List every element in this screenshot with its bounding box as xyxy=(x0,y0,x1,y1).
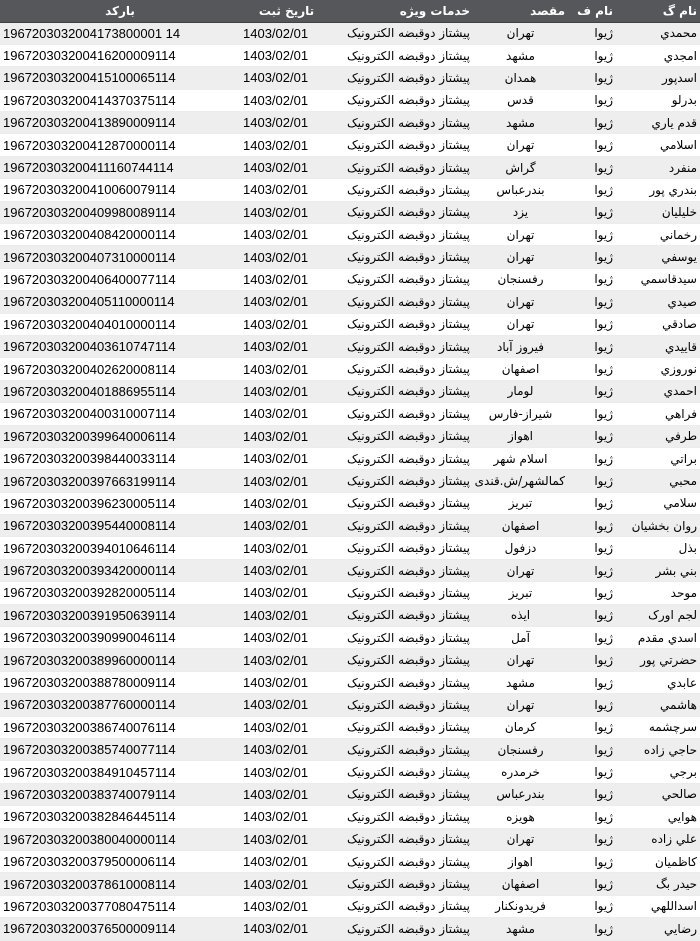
barcode-cell[interactable]: 196720303200383740079114 xyxy=(0,783,240,805)
date-cell[interactable]: 1403/02/01 xyxy=(240,470,333,492)
barcode-cell[interactable]: 196720303200407310000114 xyxy=(0,246,240,268)
barcode-cell[interactable]: 196720303200382846445114 xyxy=(0,806,240,828)
service-cell[interactable]: پيشتاز دوقبضه الکترونيک xyxy=(333,895,473,917)
first-name-cell[interactable]: ژيوا xyxy=(568,335,616,357)
last-name-cell[interactable]: روان بخشيان xyxy=(616,515,700,537)
table-row xyxy=(0,828,700,850)
table-row xyxy=(0,268,700,290)
service-cell[interactable]: پيشتاز دوقبضه الکترونيک xyxy=(333,134,473,156)
service-cell[interactable]: پيشتاز دوقبضه الکترونيک xyxy=(333,358,473,380)
destination-cell[interactable]: تهران xyxy=(473,134,568,156)
service-cell[interactable]: پيشتاز دوقبضه الکترونيک xyxy=(333,246,473,268)
last-name-cell[interactable]: حضرتي پور xyxy=(616,649,700,671)
destination-cell[interactable]: کرمان xyxy=(473,716,568,738)
destination-cell[interactable]: بندرعباس xyxy=(473,179,568,201)
date-cell[interactable]: 1403/02/01 xyxy=(240,806,333,828)
date-cell[interactable]: 1403/02/01 xyxy=(240,335,333,357)
table-row xyxy=(0,201,700,223)
last-name-cell[interactable]: احمدي xyxy=(616,380,700,402)
service-cell[interactable]: پيشتاز دوقبضه الکترونيک xyxy=(333,201,473,223)
date-cell[interactable]: 1403/02/01 xyxy=(240,67,333,89)
service-cell[interactable]: پيشتاز دوقبضه الکترونيک xyxy=(333,649,473,671)
date-cell[interactable]: 1403/02/01 xyxy=(240,380,333,402)
date-cell[interactable]: 1403/02/01 xyxy=(240,246,333,268)
destination-cell[interactable]: اسلام شهر xyxy=(473,447,568,469)
last-name-cell[interactable]: سيدقاسمي xyxy=(616,268,700,290)
date-cell[interactable]: 1403/02/01 xyxy=(240,268,333,290)
destination-cell[interactable]: کمالشهر/ش.قندی xyxy=(473,470,568,492)
service-cell[interactable]: پيشتاز دوقبضه الکترونيک xyxy=(333,828,473,850)
table-row xyxy=(0,291,700,313)
destination-cell[interactable]: بندرعباس xyxy=(473,783,568,805)
barcode-cell[interactable]: 196720303200384910457114 xyxy=(0,761,240,783)
last-name-cell[interactable]: موحد xyxy=(616,582,700,604)
last-name-cell[interactable]: علي زاده xyxy=(616,828,700,850)
destination-cell[interactable]: اصفهان xyxy=(473,515,568,537)
destination-cell[interactable]: هويزه xyxy=(473,806,568,828)
destination-cell[interactable]: تهران xyxy=(473,22,568,44)
last-name-cell[interactable]: برجي xyxy=(616,761,700,783)
barcode-cell[interactable]: 196720303200386740076114 xyxy=(0,716,240,738)
last-name-cell[interactable]: صالحي xyxy=(616,783,700,805)
first-name-cell[interactable]: ژيوا xyxy=(568,179,616,201)
destination-cell[interactable]: تهران xyxy=(473,649,568,671)
table-row xyxy=(0,425,700,447)
service-cell[interactable]: پيشتاز دوقبضه الکترونيک xyxy=(333,850,473,872)
destination-cell[interactable]: اهواز xyxy=(473,425,568,447)
service-cell[interactable]: پيشتاز دوقبضه الکترونيک xyxy=(333,67,473,89)
first-name-cell[interactable]: ژيوا xyxy=(568,246,616,268)
date-cell[interactable]: 1403/02/01 xyxy=(240,739,333,761)
date-cell[interactable]: 1403/02/01 xyxy=(240,627,333,649)
table-row xyxy=(0,671,700,693)
date-cell[interactable]: 1403/02/01 xyxy=(240,649,333,671)
header-row xyxy=(0,0,700,22)
first-name-cell[interactable]: ژيوا xyxy=(568,671,616,693)
first-name-cell[interactable]: ژيوا xyxy=(568,918,616,940)
last-name-cell[interactable]: محمدي xyxy=(616,22,700,44)
destination-cell[interactable]: اصفهان xyxy=(473,873,568,895)
barcode-cell[interactable]: 196720303200390990046114 xyxy=(0,627,240,649)
first-name-cell[interactable]: ژيوا xyxy=(568,313,616,335)
destination-cell[interactable]: مشهد xyxy=(473,918,568,940)
first-name-cell[interactable]: ژيوا xyxy=(568,515,616,537)
table-row xyxy=(0,134,700,156)
barcode-cell[interactable]: 196720303200409980089114 xyxy=(0,201,240,223)
date-cell[interactable]: 1403/02/01 xyxy=(240,671,333,693)
last-name-cell[interactable]: هوايي xyxy=(616,806,700,828)
last-name-cell[interactable]: بني بشر xyxy=(616,559,700,581)
first-name-cell[interactable]: ژيوا xyxy=(568,492,616,514)
last-name-cell[interactable]: يوسفي xyxy=(616,246,700,268)
destination-cell[interactable]: تهران xyxy=(473,828,568,850)
table-row xyxy=(0,44,700,66)
date-cell[interactable]: 1403/02/01 xyxy=(240,291,333,313)
first-name-cell[interactable]: ژيوا xyxy=(568,268,616,290)
header-service[interactable]: خدمات ويژه xyxy=(333,0,473,22)
date-cell[interactable]: 1403/02/01 xyxy=(240,447,333,469)
destination-cell[interactable]: خرمدره xyxy=(473,761,568,783)
table-row xyxy=(0,537,700,559)
last-name-cell[interactable]: بدرلو xyxy=(616,89,700,111)
destination-cell[interactable]: دزفول xyxy=(473,537,568,559)
date-cell[interactable]: 1403/02/01 xyxy=(240,873,333,895)
first-name-cell[interactable]: ژيوا xyxy=(568,470,616,492)
first-name-cell[interactable]: ژيوا xyxy=(568,134,616,156)
service-cell[interactable]: پيشتاز دوقبضه الکترونيک xyxy=(333,89,473,111)
date-cell[interactable]: 1403/02/01 xyxy=(240,850,333,872)
table-row xyxy=(0,335,700,357)
service-cell[interactable]: پيشتاز دوقبضه الکترونيک xyxy=(333,873,473,895)
date-cell[interactable]: 1403/02/01 xyxy=(240,828,333,850)
barcode-cell[interactable]: 196720303200396230005114 xyxy=(0,492,240,514)
destination-cell[interactable]: مشهد xyxy=(473,112,568,134)
date-cell[interactable]: 1403/02/01 xyxy=(240,425,333,447)
barcode-cell[interactable]: 196720303200413890009114 xyxy=(0,112,240,134)
first-name-cell[interactable]: ژيوا xyxy=(568,649,616,671)
date-cell[interactable]: 1403/02/01 xyxy=(240,156,333,178)
last-name-cell[interactable]: صادقي xyxy=(616,313,700,335)
barcode-cell[interactable]: 196720303200394010646114 xyxy=(0,537,240,559)
barcode-cell[interactable]: 196720303200395440008114 xyxy=(0,515,240,537)
service-cell[interactable]: پيشتاز دوقبضه الکترونيک xyxy=(333,179,473,201)
service-cell[interactable]: پيشتاز دوقبضه الکترونيک xyxy=(333,694,473,716)
service-cell[interactable]: پيشتاز دوقبضه الکترونيک xyxy=(333,761,473,783)
first-name-cell[interactable]: ژيوا xyxy=(568,716,616,738)
service-cell[interactable]: پيشتاز دوقبضه الکترونيک xyxy=(333,313,473,335)
destination-cell[interactable]: تهران xyxy=(473,246,568,268)
last-name-cell[interactable]: عابدي xyxy=(616,671,700,693)
service-cell[interactable]: پيشتاز دوقبضه الکترونيک xyxy=(333,739,473,761)
first-name-cell[interactable]: ژيوا xyxy=(568,806,616,828)
table-row xyxy=(0,716,700,738)
last-name-cell[interactable]: هاشمي xyxy=(616,694,700,716)
service-cell[interactable]: پيشتاز دوقبضه الکترونيک xyxy=(333,335,473,357)
destination-cell[interactable]: فريدونکنار xyxy=(473,895,568,917)
service-cell[interactable]: پيشتاز دوقبضه الکترونيک xyxy=(333,403,473,425)
date-cell[interactable]: 1403/02/01 xyxy=(240,44,333,66)
first-name-cell[interactable]: ژيوا xyxy=(568,447,616,469)
destination-cell[interactable]: تهران xyxy=(473,313,568,335)
barcode-cell[interactable]: 196720303200376500009114 xyxy=(0,918,240,940)
barcode-cell[interactable]: 196720303200387760000114 xyxy=(0,694,240,716)
date-cell[interactable]: 1403/02/01 xyxy=(240,582,333,604)
barcode-cell[interactable]: 196720303200411160744114 xyxy=(0,156,240,178)
table-row xyxy=(0,380,700,402)
first-name-cell[interactable]: ژيوا xyxy=(568,895,616,917)
first-name-cell[interactable]: ژيوا xyxy=(568,22,616,44)
date-cell[interactable]: 1403/02/01 xyxy=(240,492,333,514)
header-destination[interactable]: مقصد xyxy=(473,0,568,22)
first-name-cell[interactable]: ژيوا xyxy=(568,425,616,447)
table-row xyxy=(0,850,700,872)
first-name-cell[interactable]: ژيوا xyxy=(568,582,616,604)
header-barcode[interactable]: بارکد xyxy=(0,0,240,22)
destination-cell[interactable]: رفسنجان xyxy=(473,268,568,290)
date-cell[interactable]: 1403/02/01 xyxy=(240,134,333,156)
table-row xyxy=(0,470,700,492)
first-name-cell[interactable]: ژيوا xyxy=(568,783,616,805)
last-name-cell[interactable]: براتي xyxy=(616,447,700,469)
table-row xyxy=(0,582,700,604)
barcode-cell[interactable]: 196720303200388780009114 xyxy=(0,671,240,693)
table-row xyxy=(0,89,700,111)
last-name-cell[interactable]: اسدپور xyxy=(616,67,700,89)
destination-cell[interactable]: يزد xyxy=(473,201,568,223)
table-row xyxy=(0,156,700,178)
barcode-cell[interactable]: 196720303200398440033114 xyxy=(0,447,240,469)
service-cell[interactable]: پيشتاز دوقبضه الکترونيک xyxy=(333,492,473,514)
barcode-cell[interactable]: 196720303200378610008114 xyxy=(0,873,240,895)
date-cell[interactable]: 1403/02/01 xyxy=(240,112,333,134)
date-cell[interactable]: 1403/02/01 xyxy=(240,403,333,425)
destination-cell[interactable]: قدس xyxy=(473,89,568,111)
first-name-cell[interactable]: ژيوا xyxy=(568,828,616,850)
table-row xyxy=(0,112,700,134)
first-name-cell[interactable]: ژيوا xyxy=(568,112,616,134)
first-name-cell[interactable]: ژيوا xyxy=(568,44,616,66)
destination-cell[interactable]: تهران xyxy=(473,694,568,716)
first-name-cell[interactable]: ژيوا xyxy=(568,224,616,246)
destination-cell[interactable]: شيراز-فارس xyxy=(473,403,568,425)
service-cell[interactable]: پيشتاز دوقبضه الکترونيک xyxy=(333,291,473,313)
barcode-cell[interactable]: 196720303200389960000114 xyxy=(0,649,240,671)
first-name-cell[interactable]: ژيوا xyxy=(568,559,616,581)
service-cell[interactable]: پيشتاز دوقبضه الکترونيک xyxy=(333,425,473,447)
last-name-cell[interactable]: حيدر بگ xyxy=(616,873,700,895)
last-name-cell[interactable]: بذل xyxy=(616,537,700,559)
service-cell[interactable]: پيشتاز دوقبضه الکترونيک xyxy=(333,671,473,693)
destination-cell[interactable]: مشهد xyxy=(473,44,568,66)
service-cell[interactable]: پيشتاز دوقبضه الکترونيک xyxy=(333,224,473,246)
destination-cell[interactable]: مشهد xyxy=(473,671,568,693)
service-cell[interactable]: پيشتاز دوقبضه الکترونيک xyxy=(333,515,473,537)
service-cell[interactable]: پيشتاز دوقبضه الکترونيک xyxy=(333,559,473,581)
date-cell[interactable]: 1403/02/01 xyxy=(240,201,333,223)
date-cell[interactable]: 1403/02/01 xyxy=(240,783,333,805)
barcode-cell[interactable]: 196720303200399640006114 xyxy=(0,425,240,447)
service-cell[interactable]: پيشتاز دوقبضه الکترونيک xyxy=(333,582,473,604)
last-name-cell[interactable]: اسلامي xyxy=(616,134,700,156)
barcode-cell[interactable]: 1967203032004173800001 14 xyxy=(0,22,240,44)
last-name-cell[interactable]: قدم ياري xyxy=(616,112,700,134)
service-cell[interactable]: پيشتاز دوقبضه الکترونيک xyxy=(333,380,473,402)
table-row xyxy=(0,739,700,761)
last-name-cell[interactable]: خليليان xyxy=(616,201,700,223)
barcode-cell[interactable]: 196720303200406400077114 xyxy=(0,268,240,290)
first-name-cell[interactable]: ژيوا xyxy=(568,403,616,425)
date-cell[interactable]: 1403/02/01 xyxy=(240,895,333,917)
service-cell[interactable]: پيشتاز دوقبضه الکترونيک xyxy=(333,44,473,66)
barcode-cell[interactable]: 196720303200404010000114 xyxy=(0,313,240,335)
barcode-cell[interactable]: 196720303200412870000114 xyxy=(0,134,240,156)
barcode-cell[interactable]: 196720303200416200009114 xyxy=(0,44,240,66)
first-name-cell[interactable]: ژيوا xyxy=(568,604,616,626)
barcode-cell[interactable]: 196720303200385740077114 xyxy=(0,739,240,761)
destination-cell[interactable]: لومار xyxy=(473,380,568,402)
barcode-cell[interactable]: 196720303200410060079114 xyxy=(0,179,240,201)
table-row xyxy=(0,649,700,671)
table-row xyxy=(0,783,700,805)
last-name-cell[interactable]: محبي xyxy=(616,470,700,492)
service-cell[interactable]: پيشتاز دوقبضه الکترونيک xyxy=(333,22,473,44)
date-cell[interactable]: 1403/02/01 xyxy=(240,358,333,380)
date-cell[interactable]: 1403/02/01 xyxy=(240,761,333,783)
last-name-cell[interactable]: سلامي xyxy=(616,492,700,514)
header-date[interactable]: تاريخ ثبت xyxy=(240,0,333,22)
table-row xyxy=(0,895,700,917)
table-row xyxy=(0,358,700,380)
header-first-name[interactable]: نام ف xyxy=(568,0,616,22)
barcode-cell[interactable]: 196720303200414370375114 xyxy=(0,89,240,111)
last-name-cell[interactable]: رخماني xyxy=(616,224,700,246)
date-cell[interactable]: 1403/02/01 xyxy=(240,22,333,44)
destination-cell[interactable]: گراش xyxy=(473,156,568,178)
destination-cell[interactable]: تهران xyxy=(473,559,568,581)
destination-cell[interactable]: رفسنجان xyxy=(473,739,568,761)
table-row xyxy=(0,806,700,828)
date-cell[interactable]: 1403/02/01 xyxy=(240,179,333,201)
last-name-cell[interactable]: طرفي xyxy=(616,425,700,447)
barcode-cell[interactable]: 196720303200391950639114 xyxy=(0,604,240,626)
first-name-cell[interactable]: ژيوا xyxy=(568,89,616,111)
barcode-cell[interactable]: 196720303200380040000114 xyxy=(0,828,240,850)
last-name-cell[interactable]: نوروزي xyxy=(616,358,700,380)
destination-cell[interactable]: ايذه xyxy=(473,604,568,626)
first-name-cell[interactable]: ژيوا xyxy=(568,380,616,402)
service-cell[interactable]: پيشتاز دوقبضه الکترونيک xyxy=(333,447,473,469)
barcode-cell[interactable]: 196720303200397663199114 xyxy=(0,470,240,492)
first-name-cell[interactable]: ژيوا xyxy=(568,201,616,223)
barcode-cell[interactable]: 196720303200393420000114 xyxy=(0,559,240,581)
table-row xyxy=(0,492,700,514)
table-row xyxy=(0,761,700,783)
last-name-cell[interactable]: لجم اورک xyxy=(616,604,700,626)
date-cell[interactable]: 1403/02/01 xyxy=(240,694,333,716)
service-cell[interactable]: پيشتاز دوقبضه الکترونيک xyxy=(333,918,473,940)
last-name-cell[interactable]: صيدي xyxy=(616,291,700,313)
date-cell[interactable]: 1403/02/01 xyxy=(240,89,333,111)
table-row xyxy=(0,313,700,335)
first-name-cell[interactable]: ژيوا xyxy=(568,358,616,380)
service-cell[interactable]: پيشتاز دوقبضه الکترونيک xyxy=(333,806,473,828)
first-name-cell[interactable]: ژيوا xyxy=(568,67,616,89)
first-name-cell[interactable]: ژيوا xyxy=(568,739,616,761)
last-name-cell[interactable]: فراهي xyxy=(616,403,700,425)
barcode-cell[interactable]: 196720303200377080475114 xyxy=(0,895,240,917)
last-name-cell[interactable]: رضايي xyxy=(616,918,700,940)
barcode-cell[interactable]: 196720303200401886955114 xyxy=(0,380,240,402)
table-row xyxy=(0,67,700,89)
table-row xyxy=(0,515,700,537)
date-cell[interactable]: 1403/02/01 xyxy=(240,559,333,581)
first-name-cell[interactable]: ژيوا xyxy=(568,627,616,649)
destination-cell[interactable]: تهران xyxy=(473,224,568,246)
table-row xyxy=(0,403,700,425)
last-name-cell[interactable]: بندري پور xyxy=(616,179,700,201)
first-name-cell[interactable]: ژيوا xyxy=(568,694,616,716)
barcode-cell[interactable]: 196720303200408420000114 xyxy=(0,224,240,246)
service-cell[interactable]: پيشتاز دوقبضه الکترونيک xyxy=(333,537,473,559)
barcode-cell[interactable]: 196720303200400310007114 xyxy=(0,403,240,425)
service-cell[interactable]: پيشتاز دوقبضه الکترونيک xyxy=(333,470,473,492)
barcode-cell[interactable]: 196720303200405110000114 xyxy=(0,291,240,313)
date-cell[interactable]: 1403/02/01 xyxy=(240,224,333,246)
last-name-cell[interactable]: کاظميان xyxy=(616,850,700,872)
date-cell[interactable]: 1403/02/01 xyxy=(240,515,333,537)
destination-cell[interactable]: اصفهان xyxy=(473,358,568,380)
date-cell[interactable]: 1403/02/01 xyxy=(240,313,333,335)
first-name-cell[interactable]: ژيوا xyxy=(568,761,616,783)
barcode-cell[interactable]: 196720303200402620008114 xyxy=(0,358,240,380)
destination-cell[interactable]: تهران xyxy=(473,291,568,313)
last-name-cell[interactable]: سرچشمه xyxy=(616,716,700,738)
barcode-cell[interactable]: 196720303200415100065114 xyxy=(0,67,240,89)
destination-cell[interactable]: همدان xyxy=(473,67,568,89)
destination-cell[interactable]: آمل xyxy=(473,627,568,649)
table-row xyxy=(0,604,700,626)
service-cell[interactable]: پيشتاز دوقبضه الکترونيک xyxy=(333,156,473,178)
first-name-cell[interactable]: ژيوا xyxy=(568,156,616,178)
header-last-name[interactable]: نام گ xyxy=(616,0,700,22)
last-name-cell[interactable]: اسداللهي xyxy=(616,895,700,917)
last-name-cell[interactable]: حاجي زاده xyxy=(616,739,700,761)
date-cell[interactable]: 1403/02/01 xyxy=(240,918,333,940)
table-row xyxy=(0,873,700,895)
date-cell[interactable]: 1403/02/01 xyxy=(240,716,333,738)
table-row xyxy=(0,179,700,201)
table-row xyxy=(0,22,700,44)
date-cell[interactable]: 1403/02/01 xyxy=(240,604,333,626)
barcode-cell[interactable]: 196720303200403610747114 xyxy=(0,335,240,357)
first-name-cell[interactable]: ژيوا xyxy=(568,873,616,895)
last-name-cell[interactable]: امجدي xyxy=(616,44,700,66)
table-row xyxy=(0,694,700,716)
service-cell[interactable]: پيشتاز دوقبضه الکترونيک xyxy=(333,716,473,738)
destination-cell[interactable]: فيروز آباد xyxy=(473,335,568,357)
table-row xyxy=(0,246,700,268)
first-name-cell[interactable]: ژيوا xyxy=(568,537,616,559)
last-name-cell[interactable]: قاييدي xyxy=(616,335,700,357)
service-cell[interactable]: پيشتاز دوقبضه الکترونيک xyxy=(333,268,473,290)
date-cell[interactable]: 1403/02/01 xyxy=(240,537,333,559)
destination-cell[interactable]: تبريز xyxy=(473,492,568,514)
table-body xyxy=(0,22,700,940)
service-cell[interactable]: پيشتاز دوقبضه الکترونيک xyxy=(333,627,473,649)
table-row xyxy=(0,447,700,469)
service-cell[interactable]: پيشتاز دوقبضه الکترونيک xyxy=(333,604,473,626)
first-name-cell[interactable]: ژيوا xyxy=(568,291,616,313)
service-cell[interactable]: پيشتاز دوقبضه الکترونيک xyxy=(333,783,473,805)
table-row xyxy=(0,224,700,246)
table-row xyxy=(0,559,700,581)
table-row xyxy=(0,627,700,649)
first-name-cell[interactable]: ژيوا xyxy=(568,850,616,872)
barcode-cell[interactable]: 196720303200379500006114 xyxy=(0,850,240,872)
last-name-cell[interactable]: منفرد xyxy=(616,156,700,178)
destination-cell[interactable]: اهواز xyxy=(473,850,568,872)
barcode-cell[interactable]: 196720303200392820005114 xyxy=(0,582,240,604)
destination-cell[interactable]: تبريز xyxy=(473,582,568,604)
service-cell[interactable]: پيشتاز دوقبضه الکترونيک xyxy=(333,112,473,134)
last-name-cell[interactable]: اسدي مقدم xyxy=(616,627,700,649)
